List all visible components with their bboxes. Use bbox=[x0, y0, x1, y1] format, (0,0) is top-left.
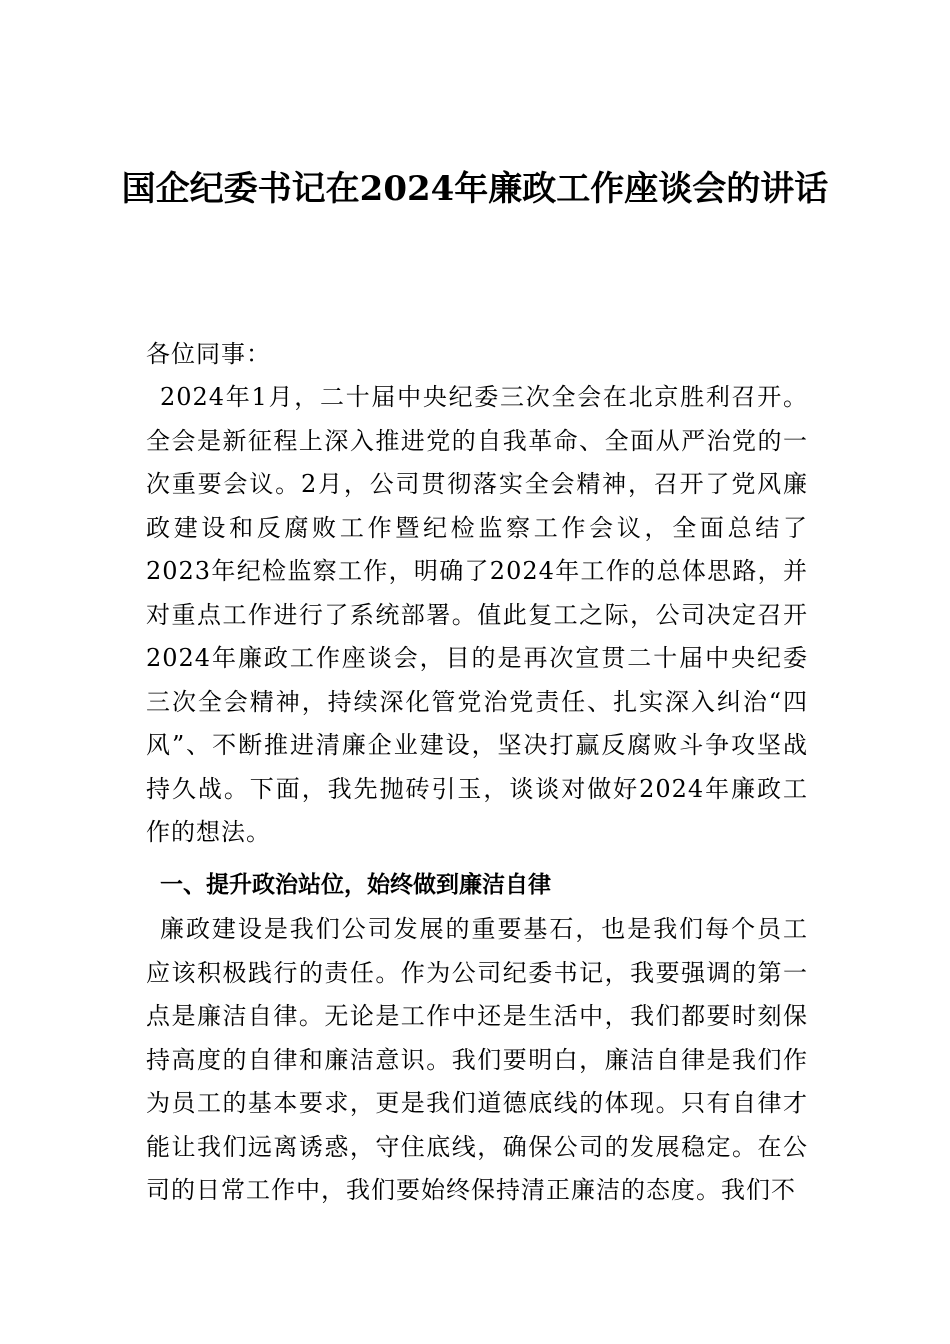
document-title: 国企纪委书记在2024年廉政工作座谈会的讲话 bbox=[121, 169, 829, 209]
salutation: 各位同事： bbox=[146, 340, 271, 368]
section-heading-1: 一、提升政治站位，始终做到廉洁自律 bbox=[160, 872, 551, 898]
paragraph-1: 2024年1月，二十届中央纪委三次全会在北京胜利召开。全会是新征程上深入推进党的自我革命、全面从严治党的一次重要会议。2月，公司贯彻落实全会精神，召开了党风廉政建设和反腐败工作暨纪检监察工作会议，全面总结了2023年纪检监察工作，明确了2024年工作的总体思路，并对重点工作进行了系统部署。值此复工之际，公司决定召开2024年廉政工作座谈会，目的是再次宣贯二十届中央纪委三次全会精神，持续深化管党治党责任、扎实深入纠治“四风”、不断推进清廉企业建设，坚决打赢反腐败斗争攻坚战持久战。下面，我先抛砖引玉，谈谈对做好2024年廉政工作的想法。 bbox=[146, 383, 808, 846]
paragraph-2: 廉政建设是我们公司发展的重要基石，也是我们每个员工应该积极践行的责任。作为公司纪委书记，我要强调的第一点是廉洁自律。无论是工作中还是生活中，我们都要时刻保持高度的自律和廉洁意识。我们要明白，廉洁自律是我们作为员工的基本要求，更是我们道德底线的体现。只有自律才能让我们远离诱惑，守住底线，确保公司的发展稳定。在公司的日常工作中，我们要始终保持清正廉洁的态度。我们不 bbox=[146, 915, 808, 1204]
